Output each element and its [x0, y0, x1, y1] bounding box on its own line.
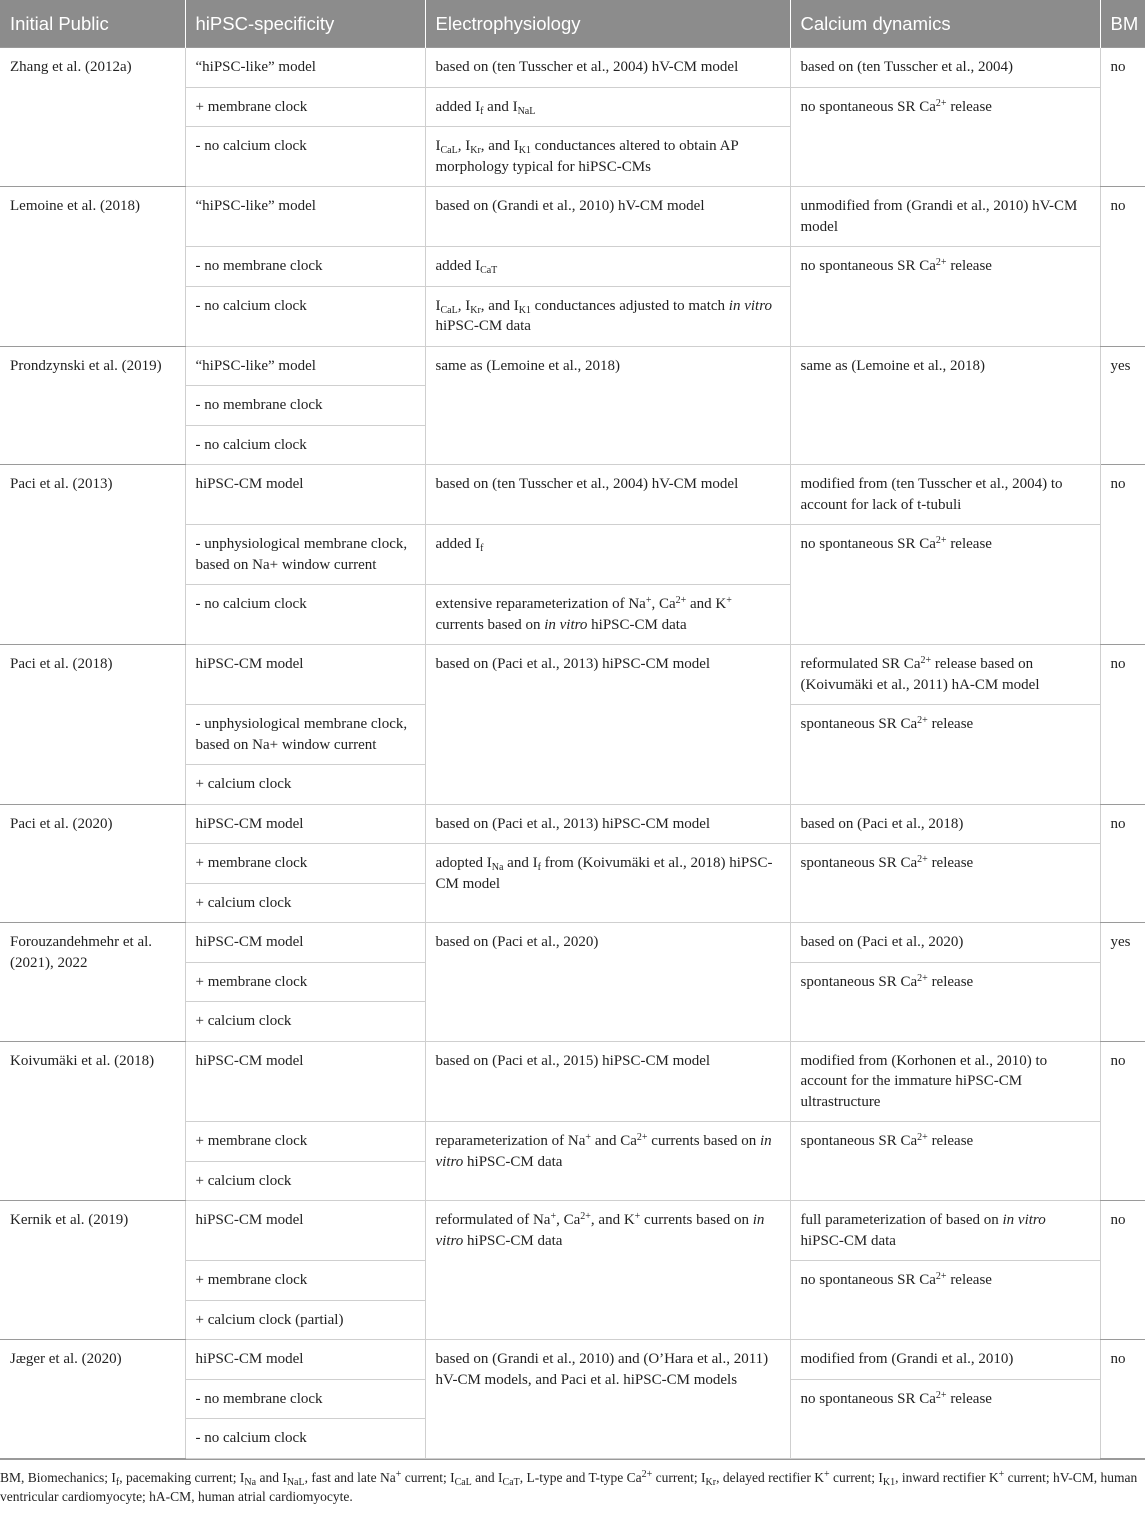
table-header	[0, 0, 1145, 48]
specificity-cell: - no calcium clock	[185, 286, 425, 346]
calcium-cell: no spontaneous SR $Ca^{2+}$ release	[790, 247, 1100, 347]
specificity-cell: hiPSC-CM model	[185, 923, 425, 963]
specificity-cell: - no calcium clock	[185, 585, 425, 645]
specificity-cell: - no membrane clock	[185, 386, 425, 426]
calcium-cell: modified from (Korhonen et al., 2010) to account for the immature hiPSC-CM ultrastructure	[790, 1041, 1100, 1122]
calcium-cell: same as (Lemoine et al., 2018)	[790, 346, 1100, 465]
header-electrophysiology: Electrophysiology	[425, 0, 790, 48]
model-name: Paci et al. (2020)	[0, 804, 185, 923]
table-row	[0, 465, 1145, 525]
header-row	[0, 0, 1145, 48]
table-row	[0, 923, 1145, 963]
specificity-cell: - no membrane clock	[185, 1379, 425, 1419]
bm-cell: no	[1100, 1340, 1145, 1459]
table-row	[0, 1340, 1145, 1380]
specificity-cell: + calcium clock (partial)	[185, 1300, 425, 1340]
specificity-cell: - unphysiological membrane clock, based on Na+ window current	[185, 525, 425, 585]
calcium-cell: no spontaneous SR $Ca^{2+}$ release	[790, 87, 1100, 187]
bm-cell: no	[1100, 645, 1145, 805]
electrophysiology-cell: $I_{CaL}$, $I_{Kr}$, and $I_{K1}$ conductances adjusted to match in vitro hiPSC-CM data	[425, 286, 790, 346]
electrophysiology-cell: reformulated of Na+, $Ca^{2+}$, and K+ currents based on in vitro hiPSC-CM data	[425, 1201, 790, 1340]
electrophysiology-cell: adopted $I_{Na}$ and $I_f$ from (Koivumäki et al., 2018) hiPSC-CM model	[425, 844, 790, 923]
bm-cell: no	[1100, 1041, 1145, 1201]
calcium-cell: full parameterization of based on in vitro hiPSC-CM data	[790, 1201, 1100, 1261]
specificity-cell: - no calcium clock	[185, 127, 425, 187]
model-name: Paci et al. (2018)	[0, 645, 185, 805]
electrophysiology-cell: added $I_f$	[425, 525, 790, 585]
specificity-cell: + membrane clock	[185, 87, 425, 127]
electrophysiology-cell: based on (ten Tusscher et al., 2004) hV-CM model	[425, 48, 790, 88]
electrophysiology-cell: based on (Grandi et al., 2010) and (O’Hara et al., 2011) hV-CM models, and Paci et al. hiPSC-CM models	[425, 1340, 790, 1459]
table-row	[0, 346, 1145, 386]
table-row	[0, 187, 1145, 247]
model-name: Kernik et al. (2019)	[0, 1201, 185, 1340]
specificity-cell: hiPSC-CM model	[185, 804, 425, 844]
specificity-cell: + calcium clock	[185, 765, 425, 805]
electrophysiology-cell: based on (Paci et al., 2013) hiPSC-CM model	[425, 645, 790, 805]
calcium-cell: based on (ten Tusscher et al., 2004)	[790, 48, 1100, 88]
electrophysiology-cell: added $I_f$ and $I_{NaL}$	[425, 87, 790, 127]
table-row	[0, 645, 1145, 705]
calcium-cell: modified from (ten Tusscher et al., 2004) to account for lack of t-tubuli	[790, 465, 1100, 525]
electrophysiology-cell: based on (Paci et al., 2015) hiPSC-CM model	[425, 1041, 790, 1122]
electrophysiology-cell: $I_{CaL}$, $I_{Kr}$, and $I_{K1}$ conductances altered to obtain AP morphology typical for hiPSC-CMs	[425, 127, 790, 187]
specificity-cell: hiPSC-CM model	[185, 1041, 425, 1122]
model-name: Forouzandehmehr et al. (2021), 2022	[0, 923, 185, 1042]
specificity-cell: - no calcium clock	[185, 1419, 425, 1459]
calcium-cell: no spontaneous SR $Ca^{2+}$ release	[790, 1261, 1100, 1340]
specificity-cell: + calcium clock	[185, 1161, 425, 1201]
specificity-cell: hiPSC-CM model	[185, 465, 425, 525]
calcium-cell: modified from (Grandi et al., 2010)	[790, 1340, 1100, 1380]
header-calcium-dynamics: Calcium dynamics	[790, 0, 1100, 48]
electrophysiology-cell: based on (Grandi et al., 2010) hV-CM model	[425, 187, 790, 247]
calcium-cell: spontaneous SR $Ca^{2+}$ release	[790, 1122, 1100, 1201]
specificity-cell: + membrane clock	[185, 1261, 425, 1301]
electrophysiology-cell: based on (Paci et al., 2013) hiPSC-CM model	[425, 804, 790, 844]
bm-cell: yes	[1100, 346, 1145, 465]
specificity-cell: - no calcium clock	[185, 425, 425, 465]
electrophysiology-cell: based on (Paci et al., 2020)	[425, 923, 790, 1042]
specificity-cell: hiPSC-CM model	[185, 1201, 425, 1261]
table-row	[0, 1041, 1145, 1122]
table-footnote: BM, Biomechanics; $I_f$, pacemaking current; $I_{Na}$ and $I_{NaL}$, fast and late Na+ current; $I_{CaL}$ and $I_{CaT}$, L-type and T-type $Ca^{2+}$ current; $I_{Kr}$, delayed rectifier K+ current; $I_{K1}$, inward rectifier K+ current; hV-CM, human ventricular cardiomyocyte; hA-CM, human atrial cardiomyocyte.	[0, 1459, 1145, 1506]
calcium-cell: spontaneous SR $Ca^{2+}$ release	[790, 962, 1100, 1041]
calcium-cell: spontaneous SR $Ca^{2+}$ release	[790, 844, 1100, 923]
bm-cell: no	[1100, 804, 1145, 923]
specificity-cell: “hiPSC-like” model	[185, 48, 425, 88]
bm-cell: no	[1100, 465, 1145, 645]
electrophysiology-cell: based on (ten Tusscher et al., 2004) hV-CM model	[425, 465, 790, 525]
model-name: Lemoine et al. (2018)	[0, 187, 185, 347]
specificity-cell: hiPSC-CM model	[185, 1340, 425, 1380]
header-bm: BM	[1100, 0, 1145, 48]
model-name: Koivumäki et al. (2018)	[0, 1041, 185, 1201]
specificity-cell: “hiPSC-like” model	[185, 346, 425, 386]
electrophysiology-cell: added $I_{CaT}$	[425, 247, 790, 287]
table-row	[0, 1201, 1145, 1261]
calcium-cell: reformulated SR $Ca^{2+}$ release based on (Koivumäki et al., 2011) hA-CM model	[790, 645, 1100, 705]
specificity-cell: hiPSC-CM model	[185, 645, 425, 705]
table-row	[0, 48, 1145, 88]
bm-cell: no	[1100, 48, 1145, 187]
bm-cell: no	[1100, 187, 1145, 347]
specificity-cell: + membrane clock	[185, 962, 425, 1002]
electrophysiology-cell: extensive reparameterization of Na+, $Ca^{2+}$ and K+ currents based on in vitro hiPSC-CM data	[425, 585, 790, 645]
model-name: Prondzynski et al. (2019)	[0, 346, 185, 465]
specificity-cell: + calcium clock	[185, 883, 425, 923]
calcium-cell: based on (Paci et al., 2020)	[790, 923, 1100, 963]
electrophysiology-cell: reparameterization of Na+ and $Ca^{2+}$ currents based on in vitro hiPSC-CM data	[425, 1122, 790, 1201]
header-initial-public: Initial Public	[0, 0, 185, 48]
specificity-cell: + calcium clock	[185, 1002, 425, 1042]
calcium-cell: unmodified from (Grandi et al., 2010) hV-CM model	[790, 187, 1100, 247]
calcium-cell: no spontaneous SR $Ca^{2+}$ release	[790, 1379, 1100, 1458]
specificity-cell: - no membrane clock	[185, 247, 425, 287]
model-name: Zhang et al. (2012a)	[0, 48, 185, 187]
specificity-cell: - unphysiological membrane clock, based on Na+ window current	[185, 705, 425, 765]
calcium-cell: spontaneous SR $Ca^{2+}$ release	[790, 705, 1100, 805]
header-hipsc-specificity: hiPSC-specificity	[185, 0, 425, 48]
bm-cell: no	[1100, 1201, 1145, 1340]
specificity-cell: + membrane clock	[185, 1122, 425, 1162]
model-name: Jæger et al. (2020)	[0, 1340, 185, 1459]
calcium-cell: no spontaneous SR $Ca^{2+}$ release	[790, 525, 1100, 645]
electrophysiology-cell: same as (Lemoine et al., 2018)	[425, 346, 790, 465]
specificity-cell: + membrane clock	[185, 844, 425, 884]
specificity-cell: “hiPSC-like” model	[185, 187, 425, 247]
calcium-cell: based on (Paci et al., 2018)	[790, 804, 1100, 844]
bm-cell: yes	[1100, 923, 1145, 1042]
table-row	[0, 804, 1145, 844]
model-name: Paci et al. (2013)	[0, 465, 185, 645]
